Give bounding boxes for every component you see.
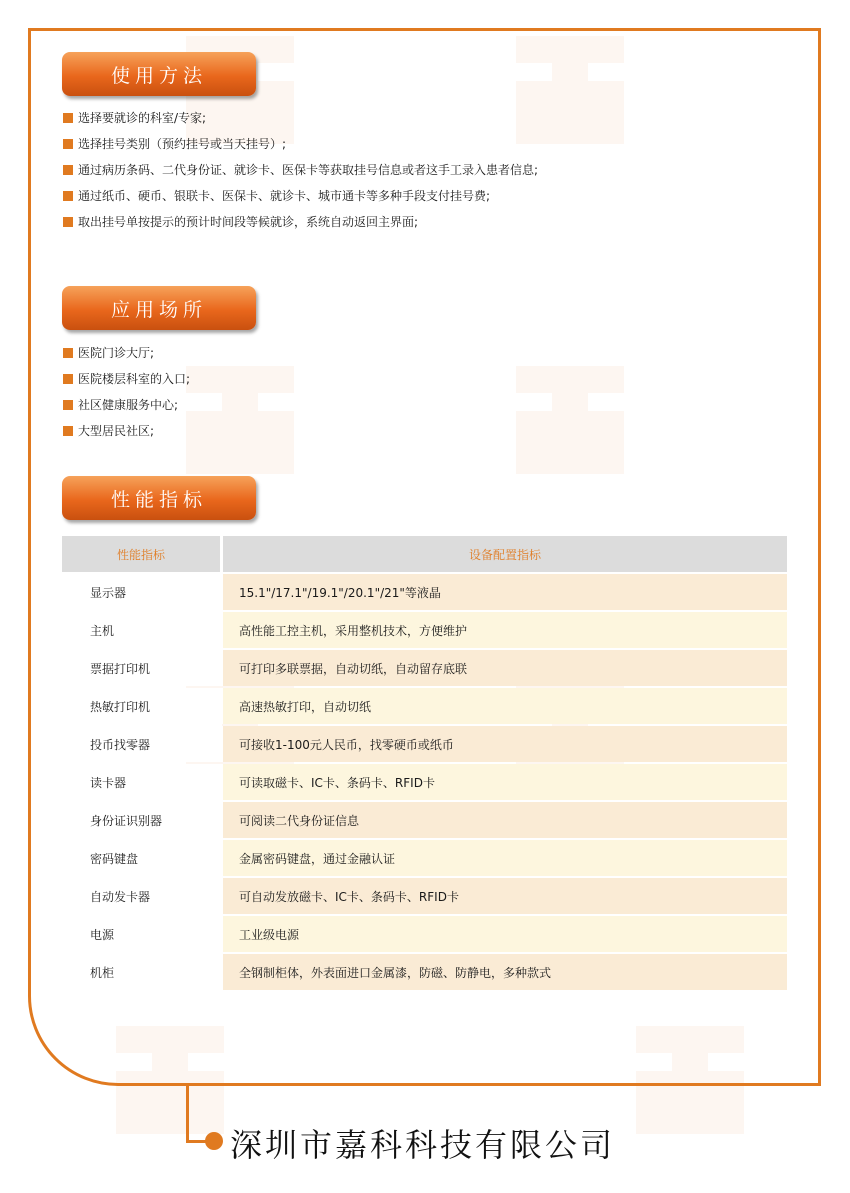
table-cell-metric: 热敏打印机	[62, 688, 220, 724]
section-title-places: 应用场所	[62, 286, 256, 330]
table-cell-config: 可自动发放磁卡、IC卡、条码卡、RFID卡	[220, 878, 787, 914]
table-header-metric: 性能指标	[62, 536, 220, 572]
table-row	[62, 612, 787, 648]
table-cell-config: 可接收1-100元人民币，找零硬币或纸币	[220, 726, 787, 762]
table-row	[62, 764, 787, 800]
bullet-square-icon	[63, 348, 73, 358]
table-cell-metric: 电源	[62, 916, 220, 952]
table-cell-config: 工业级电源	[220, 916, 787, 952]
list-item: 通过纸币、硬币、银联卡、医保卡、就诊卡、城市通卡等多种手段支付挂号费;	[62, 188, 602, 204]
table-row	[62, 574, 787, 610]
company-name: 深圳市嘉科科技有限公司	[230, 1126, 616, 1164]
table-cell-metric: 机柜	[62, 954, 220, 990]
table-cell-metric: 投币找零器	[62, 726, 220, 762]
table-row	[62, 650, 787, 686]
table-body	[62, 574, 787, 990]
table-header-config: 设备配置指标	[220, 536, 787, 572]
list-item: 选择要就诊的科室/专家;	[62, 110, 602, 126]
bullet-square-icon	[63, 217, 73, 227]
table-cell-config: 15.1"/17.1"/19.1"/20.1"/21"等液晶	[220, 574, 787, 610]
table-row	[62, 726, 787, 762]
bullet-square-icon	[63, 400, 73, 410]
footer-dot-icon	[205, 1132, 223, 1150]
table-row	[62, 954, 787, 990]
table-header-row	[62, 536, 787, 572]
places-list	[62, 345, 602, 449]
table-cell-metric: 票据打印机	[62, 650, 220, 686]
bullet-square-icon	[63, 139, 73, 149]
section-title-performance: 性能指标	[62, 476, 256, 520]
list-item: 大型居民社区;	[62, 423, 602, 439]
table-cell-metric: 密码键盘	[62, 840, 220, 876]
table-row	[62, 840, 787, 876]
list-item: 医院门诊大厅;	[62, 345, 602, 361]
table-cell-metric: 自动发卡器	[62, 878, 220, 914]
table-cell-metric: 读卡器	[62, 764, 220, 800]
table-cell-config: 可打印多联票据，自动切纸，自动留存底联	[220, 650, 787, 686]
bullet-square-icon	[63, 191, 73, 201]
list-item: 通过病历条码、二代身份证、就诊卡、医保卡等获取挂号信息或者这手工录入患者信息;	[62, 162, 602, 178]
table-cell-metric: 身份证识别器	[62, 802, 220, 838]
table-cell-config: 全钢制柜体，外表面进口金属漆，防磁、防静电，多种款式	[220, 954, 787, 990]
bullet-square-icon	[63, 165, 73, 175]
table-cell-config: 可阅读二代身份证信息	[220, 802, 787, 838]
section-title-usage: 使用方法	[62, 52, 256, 96]
table-cell-config: 高性能工控主机，采用整机技术，方便维护	[220, 612, 787, 648]
table-row	[62, 802, 787, 838]
table-row	[62, 916, 787, 952]
bullet-square-icon	[63, 426, 73, 436]
table-cell-metric: 主机	[62, 612, 220, 648]
list-item: 选择挂号类别（预约挂号或当天挂号）;	[62, 136, 602, 152]
spec-table	[62, 534, 787, 992]
table-cell-config: 可读取磁卡、IC卡、条码卡、RFID卡	[220, 764, 787, 800]
table-cell-config: 高速热敏打印，自动切纸	[220, 688, 787, 724]
usage-list	[62, 110, 602, 240]
bullet-square-icon	[63, 374, 73, 384]
table-cell-metric: 显示器	[62, 574, 220, 610]
table-row	[62, 878, 787, 914]
list-item: 社区健康服务中心;	[62, 397, 602, 413]
table-cell-config: 金属密码键盘，通过金融认证	[220, 840, 787, 876]
list-item: 医院楼层科室的入口;	[62, 371, 602, 387]
list-item: 取出挂号单按提示的预计时间段等候就诊，系统自动返回主界面;	[62, 214, 602, 230]
table-row	[62, 688, 787, 724]
footer-connector-line	[186, 1086, 189, 1143]
bullet-square-icon	[63, 113, 73, 123]
